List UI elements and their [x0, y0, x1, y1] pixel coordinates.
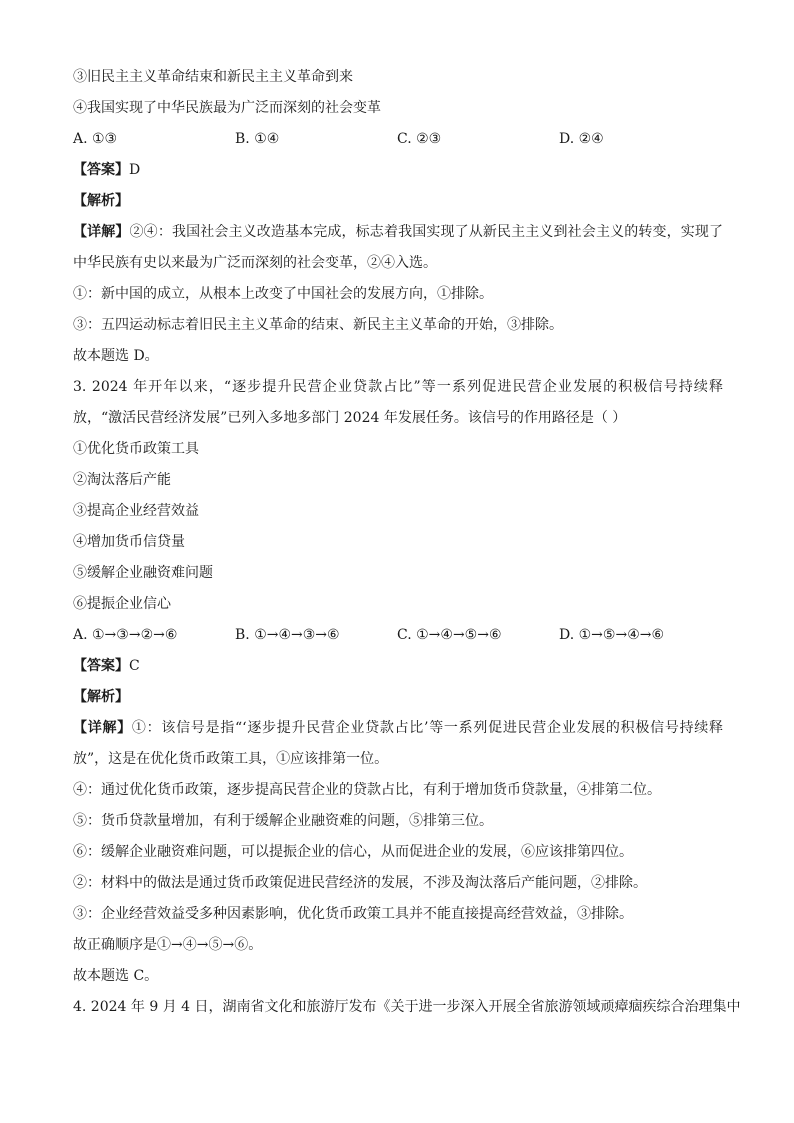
- q3-item: ③提高企业经营效益: [73, 503, 199, 519]
- q3-note: ③：企业经营效益受多种因素影响，优化货币政策工具并不能直接提高经营效益，③排除。: [73, 906, 633, 922]
- document-page: [73, 62, 741, 1023]
- q3-option-b: B. ①→④→③→⑥: [235, 627, 340, 643]
- q3-options: [73, 620, 723, 651]
- q3-stem: 3. 2024 年开年以来，“逐步提升民营企业贷款占比”等一系列促进民营企业发展的积极信号持续释放，“激活民营经济发展”已列入多地多部门 2024 年发展任务。该信号的作用路径是（ ）: [73, 379, 723, 426]
- q3-detail-tag: 【详解】: [73, 720, 132, 736]
- q2-answer-value: D: [129, 162, 141, 178]
- q3-answer-tag: 【答案】: [73, 658, 129, 674]
- q2-option-d: D. ②④: [559, 131, 604, 147]
- q3-note: ⑥：缓解企业融资难问题，可以提振企业的信心，从而促进企业的发展，⑥应该排第四位。: [73, 844, 633, 860]
- q2-analysis-tag: 【解析】: [73, 193, 129, 209]
- q4-stem: 4. 2024 年 9 月 4 日，湖南省文化和旅游厅发布《关于进一步深入开展全省旅游领域顽瘴痼疾综合治理集中: [73, 999, 741, 1015]
- q2-detail: [73, 217, 723, 279]
- q2-options: [73, 124, 723, 155]
- q3-answer: [73, 651, 723, 682]
- q3-note: ②：材料中的做法是通过货币政策促进民营经济的发展，不涉及淘汰落后产能问题，②排除。: [73, 875, 647, 891]
- q3-item: ④增加货币信贷量: [73, 534, 185, 550]
- q2-note-3: ③：五四运动标志着旧民主主义革命的结束、新民主主义革命的开始，③排除。: [73, 317, 563, 333]
- q2-answer-tag: 【答案】: [73, 162, 129, 178]
- q3-item: ①优化货币政策工具: [73, 441, 199, 457]
- q2-note-1: ①：新中国的成立，从根本上改变了中国社会的发展方向，①排除。: [73, 286, 493, 302]
- q2-option-b: B. ①④: [235, 131, 280, 147]
- q3-option-a: A. ①→③→②→⑥: [73, 627, 178, 643]
- q3-note: ④：通过优化货币政策，逐步提高民营企业的贷款占比，有利于增加货币贷款量，④排第二位。: [73, 782, 661, 798]
- q3-item: ②淘汰落后产能: [73, 472, 171, 488]
- q2-option-c: C. ②③: [397, 131, 442, 147]
- q3-answer-value: C: [129, 658, 140, 674]
- q2-detail-tag: 【详解】: [73, 224, 130, 240]
- q3-item: ⑤缓解企业融资难问题: [73, 565, 213, 581]
- q3-detail-text: ①：该信号是指“‘逐步提升民营企业贷款占比’等一系列促进民营企业发展的积极信号持续释放”，这是在优化货币政策工具，①应该排第一位。: [73, 720, 723, 767]
- q3-analysis-tag: 【解析】: [73, 689, 129, 705]
- q3-note: ⑤：货币贷款量增加，有利于缓解企业融资难的问题，⑤排第三位。: [73, 813, 493, 829]
- q2-answer: [73, 155, 723, 186]
- q2-conclusion: 故本题选 D。: [73, 348, 159, 364]
- q2-detail-text: ②④：我国社会主义改造基本完成，标志着我国实现了从新民主主义到社会主义的转变，实现了中华民族有史以来最为广泛而深刻的社会变革，②④入选。: [73, 224, 724, 271]
- q2-item-4: ④我国实现了中华民族最为广泛而深刻的社会变革: [73, 100, 381, 116]
- q2-item-3: ③旧民主主义革命结束和新民主主义革命到来: [73, 69, 353, 85]
- q3-option-c: C. ①→④→⑤→⑥: [397, 627, 502, 643]
- q3-option-d: D. ①→⑤→④→⑥: [559, 627, 665, 643]
- q2-option-a: A. ①③: [73, 131, 118, 147]
- q3-detail: [73, 713, 723, 775]
- q3-order: 故正确顺序是①→④→⑤→⑥。: [73, 937, 263, 953]
- q3-item: ⑥提振企业信心: [73, 596, 171, 612]
- q3-conclusion: 故本题选 C。: [73, 968, 159, 984]
